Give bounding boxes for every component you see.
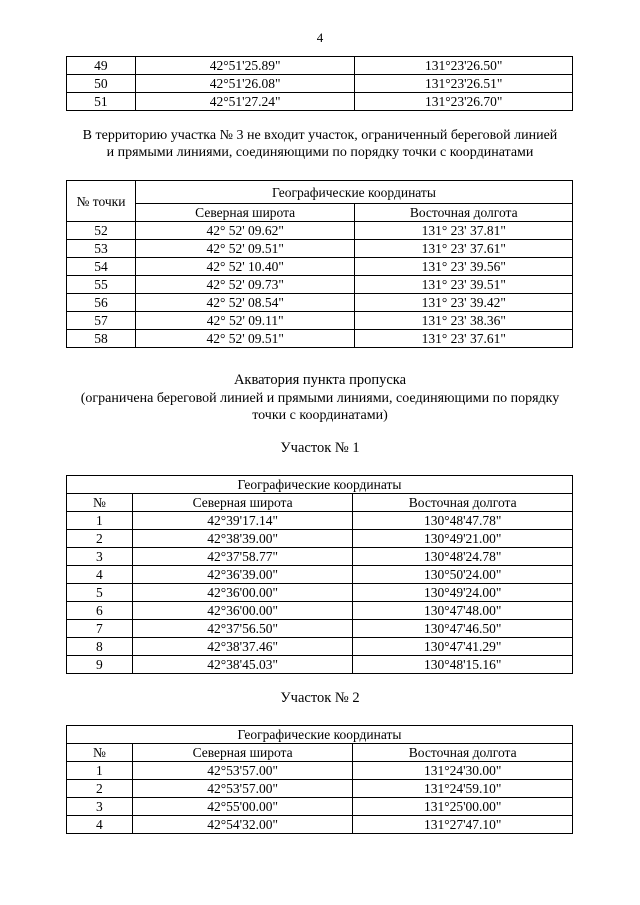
table-section-2-body: [67, 762, 573, 834]
cell-longitude: 131° 23' 39.51": [355, 276, 573, 294]
cell-latitude: 42°54'32.00": [132, 816, 353, 834]
cell-longitude: 131°23'26.51": [355, 75, 573, 93]
cell-number: 3: [67, 548, 133, 566]
cell-latitude: 42° 52' 09.11": [135, 312, 355, 330]
table-subheader-row: [67, 204, 573, 222]
cell-number: 6: [67, 602, 133, 620]
cell-longitude: 130°48'24.78": [353, 548, 573, 566]
cell-longitude: 131°25'00.00": [353, 798, 573, 816]
cell-longitude: 130°49'24.00": [353, 584, 573, 602]
cell-longitude: 130°48'47.78": [353, 512, 573, 530]
column-header-number: №: [67, 744, 133, 762]
table-row: [67, 294, 573, 312]
cell-latitude: 42° 52' 09.51": [135, 330, 355, 348]
table-row: [67, 566, 573, 584]
cell-latitude: 42°37'58.77": [132, 548, 353, 566]
column-header-latitude: Северная широта: [132, 744, 353, 762]
cell-latitude: 42° 52' 08.54": [135, 294, 355, 312]
table-row: [67, 512, 573, 530]
exclusion-text-line-2: и прямыми линиями, соединяющими по порядку точки с координатами: [106, 145, 534, 160]
cell-number: 54: [67, 258, 136, 276]
cell-latitude: 42°55'00.00": [132, 798, 353, 816]
aquatory-title: Акватория пункта пропуска: [233, 372, 407, 388]
cell-number: 7: [67, 620, 133, 638]
cell-number: 58: [67, 330, 136, 348]
table-row: [67, 276, 573, 294]
page-number: 4: [316, 30, 324, 45]
cell-number: 5: [67, 584, 133, 602]
table-subheader-row: [67, 744, 573, 762]
table-exclusion-body: [67, 222, 573, 348]
table-header-row: [67, 476, 573, 494]
table-row: [67, 656, 573, 674]
cell-longitude: 131° 23' 37.61": [355, 240, 573, 258]
table-row: [67, 762, 573, 780]
section-2-title: Участок № 2: [280, 690, 360, 706]
cell-latitude: 42°38'45.03": [132, 656, 353, 674]
table-row: [67, 620, 573, 638]
cell-latitude: 42°53'57.00": [132, 762, 353, 780]
cell-longitude: 131°24'59.10": [353, 780, 573, 798]
section-1-title: Участок № 1: [280, 440, 360, 456]
table-row: [67, 798, 573, 816]
cell-longitude: 131° 23' 39.56": [355, 258, 573, 276]
table-row: [67, 638, 573, 656]
exclusion-text: [40, 127, 600, 161]
cell-number: 8: [67, 638, 133, 656]
table-row: [67, 530, 573, 548]
cell-number: 57: [67, 312, 136, 330]
cell-latitude: 42°51'25.89": [135, 57, 355, 75]
table-row: [67, 816, 573, 834]
cell-longitude: 130°47'48.00": [353, 602, 573, 620]
column-header-geo: Географические координаты: [67, 726, 573, 744]
cell-latitude: 42°37'56.50": [132, 620, 353, 638]
cell-latitude: 42°53'57.00": [132, 780, 353, 798]
table-row: [67, 57, 573, 75]
cell-latitude: 42°51'27.24": [135, 93, 355, 111]
cell-number: 55: [67, 276, 136, 294]
table-row: [67, 330, 573, 348]
table-row: [67, 780, 573, 798]
cell-longitude: 131°27'47.10": [353, 816, 573, 834]
cell-longitude: 130°50'24.00": [353, 566, 573, 584]
table-row: [67, 222, 573, 240]
cell-latitude: 42° 52' 10.40": [135, 258, 355, 276]
table-row: [67, 240, 573, 258]
table-subheader-row: [67, 494, 573, 512]
cell-latitude: 42°36'39.00": [132, 566, 353, 584]
cell-longitude: 131° 23' 37.61": [355, 330, 573, 348]
cell-latitude: 42°38'39.00": [132, 530, 353, 548]
cell-longitude: 130°49'21.00": [353, 530, 573, 548]
aquatory-note-line-2: точки с координатами): [252, 408, 388, 423]
cell-number: 9: [67, 656, 133, 674]
cell-longitude: 131°24'30.00": [353, 762, 573, 780]
cell-longitude: 131°23'26.70": [355, 93, 573, 111]
cell-latitude: 42° 52' 09.73": [135, 276, 355, 294]
cell-latitude: 42°51'26.08": [135, 75, 355, 93]
table-row: [67, 258, 573, 276]
cell-longitude: 130°48'15.16": [353, 656, 573, 674]
cell-number: 1: [67, 762, 133, 780]
table-row: [67, 75, 573, 93]
table-row: [67, 584, 573, 602]
column-header-point: № точки: [67, 181, 136, 222]
cell-number: 2: [67, 530, 133, 548]
aquatory-note: [40, 390, 600, 424]
column-header-longitude: Восточная долгота: [353, 744, 573, 762]
table-header-row: [67, 181, 573, 204]
cell-number: 52: [67, 222, 136, 240]
column-header-longitude: Восточная долгота: [353, 494, 573, 512]
cell-longitude: 131°23'26.50": [355, 57, 573, 75]
cell-number: 2: [67, 780, 133, 798]
cell-number: 4: [67, 566, 133, 584]
table-header-row: [67, 726, 573, 744]
cell-latitude: 42°36'00.00": [132, 602, 353, 620]
table-row: [67, 548, 573, 566]
column-header-latitude: Северная широта: [132, 494, 353, 512]
cell-latitude: 42°36'00.00": [132, 584, 353, 602]
exclusion-text-line-1: В территорию участка № 3 не входит участок, ограниченный береговой линией: [82, 128, 558, 143]
cell-latitude: 42° 52' 09.51": [135, 240, 355, 258]
column-header-latitude: Северная широта: [135, 204, 355, 222]
table-row: [67, 602, 573, 620]
cell-number: 3: [67, 798, 133, 816]
table-section-1: [66, 475, 573, 674]
cell-longitude: 131° 23' 37.81": [355, 222, 573, 240]
cell-number: 49: [67, 57, 136, 75]
cell-longitude: 131° 23' 39.42": [355, 294, 573, 312]
column-header-geo: Географические координаты: [135, 181, 572, 204]
aquatory-note-line-1: (ограничена береговой линией и прямыми линиями, соединяющими по порядку: [80, 391, 560, 406]
cell-number: 50: [67, 75, 136, 93]
cell-latitude: 42°38'37.46": [132, 638, 353, 656]
table-row: [67, 312, 573, 330]
cell-number: 56: [67, 294, 136, 312]
table-continued-body: [67, 57, 573, 111]
cell-latitude: 42° 52' 09.62": [135, 222, 355, 240]
cell-latitude: 42°39'17.14": [132, 512, 353, 530]
table-row: [67, 93, 573, 111]
table-section-1-body: [67, 512, 573, 674]
cell-longitude: 130°47'41.29": [353, 638, 573, 656]
table-exclusion: [66, 180, 573, 348]
cell-number: 4: [67, 816, 133, 834]
cell-longitude: 130°47'46.50": [353, 620, 573, 638]
cell-number: 53: [67, 240, 136, 258]
column-header-longitude: Восточная долгота: [355, 204, 573, 222]
table-continued: [66, 56, 573, 111]
cell-number: 1: [67, 512, 133, 530]
table-section-2: [66, 725, 573, 834]
cell-longitude: 131° 23' 38.36": [355, 312, 573, 330]
column-header-number: №: [67, 494, 133, 512]
column-header-geo: Географические координаты: [67, 476, 573, 494]
cell-number: 51: [67, 93, 136, 111]
